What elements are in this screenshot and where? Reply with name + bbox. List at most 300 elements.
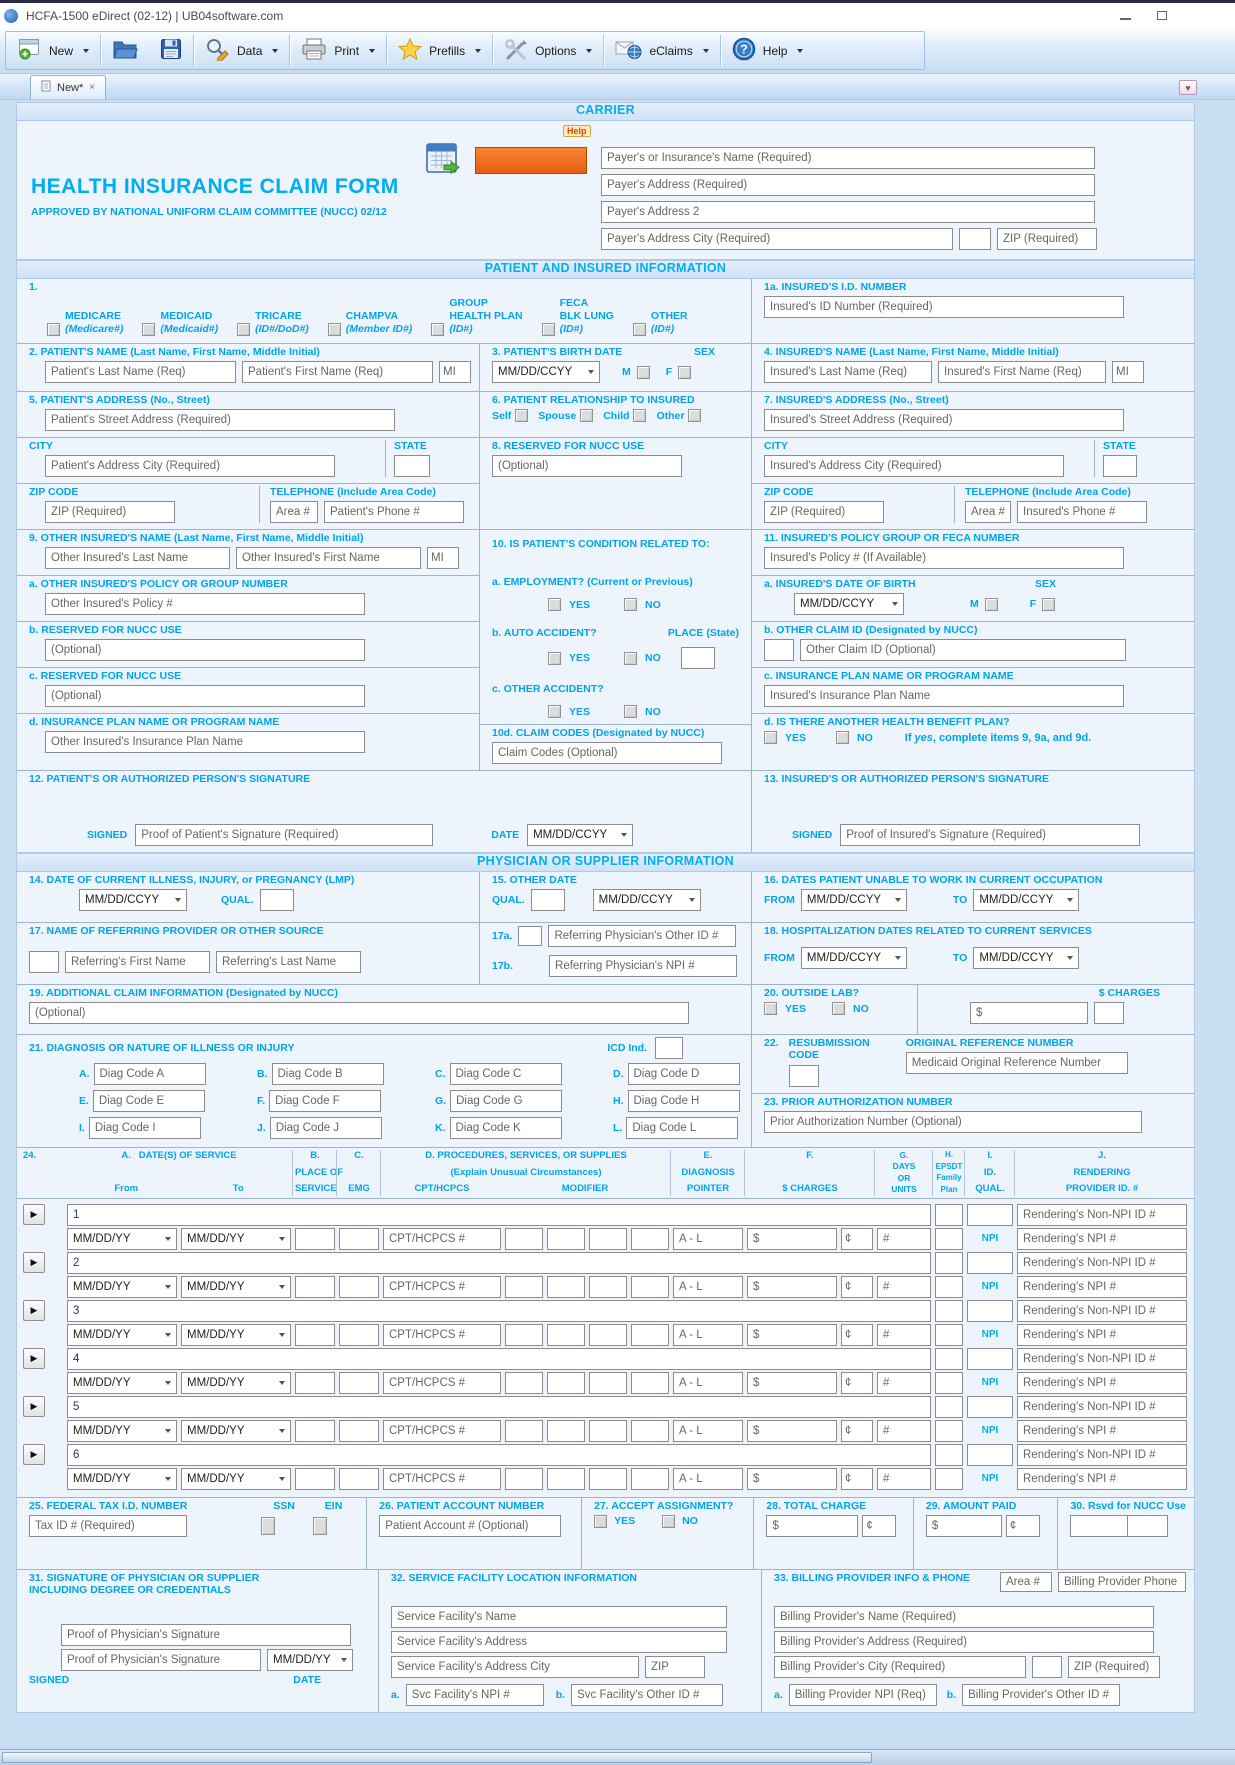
- rendering-npi-input[interactable]: [1017, 1372, 1187, 1394]
- npi-qualifier-label: NPI: [981, 1233, 999, 1245]
- tab-new-claim[interactable]: New* ×: [30, 75, 106, 99]
- epsdt-input[interactable]: [935, 1420, 963, 1442]
- carrier-section-header: CARRIER: [16, 102, 1195, 120]
- employment-yes-checkbox[interactable]: [548, 598, 561, 611]
- box1-option-group-health: GROUP HEALTH PLAN (ID#): [431, 297, 522, 336]
- accident-place-state-input[interactable]: [681, 647, 715, 669]
- insured-zip-input[interactable]: [764, 501, 884, 523]
- rendering-npi-input[interactable]: [1017, 1324, 1187, 1346]
- tab-bar-corner-button[interactable]: ♥: [1179, 80, 1197, 95]
- diag-code-d-input[interactable]: [628, 1063, 740, 1085]
- insured-last-name-input[interactable]: [764, 361, 932, 383]
- patient-zip-input[interactable]: [45, 501, 175, 523]
- service-to-date-select[interactable]: MM/DD/YY: [181, 1228, 291, 1250]
- emg-input[interactable]: [339, 1276, 379, 1298]
- referring-qualifier-input[interactable]: [29, 951, 59, 973]
- modifier-1-input[interactable]: [505, 1468, 543, 1490]
- champva-checkbox[interactable]: [328, 323, 341, 336]
- total-charge-input[interactable]: [766, 1515, 858, 1537]
- modifier-4-input[interactable]: [631, 1228, 669, 1250]
- physician-section-header: PHYSICIAN OR SUPPLIER INFORMATION: [16, 853, 1195, 871]
- line-cents-input[interactable]: [841, 1228, 873, 1250]
- modifier-1-input[interactable]: [505, 1324, 543, 1346]
- payer-address2-input[interactable]: [601, 201, 1095, 223]
- carrier-action-button[interactable]: [475, 147, 587, 174]
- ssn-checkbox[interactable]: [261, 1517, 275, 1535]
- other-plan-checkbox[interactable]: [633, 323, 646, 336]
- diagnosis-pointer-input[interactable]: [673, 1324, 743, 1346]
- eclaims-envelope-icon: [615, 38, 642, 63]
- patient-sex-m-checkbox[interactable]: [637, 366, 650, 379]
- physician-panel: 14. DATE OF CURRENT ILLNESS, INJURY, or PREGNANCY (LMP) MM/DD/CCYY QUAL. 15. OTHER DATE QUAL. MM/DD/CCYY 16. DATES PATIENT UNABLE TO WORK IN CURRENT OCCUPATION FROM MM/DD/CCYY TO MM/DD/CCYY 17. NAME OF REFERRING PROVIDER OR OTHER SOURCE Referring's First Name Referring's Last Name 17a. Referring Physician's Other ID # 17b. Referring Physician's NPI # 18. HOSPITALIZATION DATES RELATED TO CURRENT SERVICES FROM MM/DD/CCYY TO MM/DD/CCYY 19. ADDITIONAL CLAIM INFORMATION (Designated by NUCC) (Optional) 20. OUTSIDE LAB? YES NO $ CHARGES $ 21. DIAGNOSIS OR NATURE OF ILLNESS OR INJURY ICD Ind. A. Diag Code A B. Diag Code B C. Diag Code C D. Diag Code D E. Diag Code E F. Diag Code F G. Diag Code G H. Diag Code H I. Diag Code I J. Diag Code J K. Diag Code K L. Diag Code L 22. RESUBMISSION CODE ORIGINAL REFERENCE NUMBER Medicaid Original Reference Number 23. PRIOR AUTHORIZATION NUMBER Prior Authorization Number (Optional) 24. A. DATE(S) OF SERVICE From To B. PLACE OF SERVICE C. EMG D. PROCEDURES, SERVICES, OR SUPPLIES (Explain Unusual Circumstances) CPT/HCPCS MODIFIER E. DIAGNOSIS POINTER F. $ CHARGES G. DAYS OR UNITS H. EPSDT Family Plan I. ID. QUAL. J. RENDERING PROVIDER ID. # ▶ 1 Rendering's Non-NPI ID # MM/DD/YY MM/DD/YY CPT/HCPCS # A - L $ ¢ # NPI Rendering's NPI # ▶ 2 Rendering's Non-NPI ID # MM/DD/YY MM/DD/YY CPT/HCPCS # A - L $ ¢ # NPI Rendering's NPI # ▶ 3 Rendering's Non-NPI ID # MM/DD/YY MM/DD/YY CPT/HCPCS # A - L $ ¢ # NPI Rendering's NPI # ▶ 4 Rendering's Non-NPI ID # MM/DD/YY MM/DD/YY CPT/HCPCS # A - L $ ¢ # NPI Rendering's NPI # ▶ 5 Rendering's Non-NPI ID # MM/DD/YY MM/DD/YY CPT/HCPCS # A - L $ ¢ # NPI Rendering's NPI # ▶ 6 Rendering's Non-NPI ID # MM/DD/YY MM/DD/YY CPT/HCPCS # A - L $ ¢ # NPI Rendering's NPI # 25. FEDERAL TAX I.D. NUMBER SSN EIN Tax ID # (Required) 26. PATIENT ACCOUNT NUMBER Patient Account # (Optional) 27. ACCEPT ASSIGNMENT? YES NO 28. TOTAL CHARGE $ ¢ 29. AMOUNT PAID $ ¢ 30. Rsvd for NUCC Use 31. SIGNATURE OF PHYSICIAN OR SUPPLIER INCLUDING DEGREE OR CREDENTIALS Proof of Physician's Signature Proof of Physician's Signature MM/DD/YY SIGNED DATE 32. SERVICE FACILITY LOCATION INFORMATION Service Facility's Name Service Facility's Address Service Facility's Address City ZIP a. Svc Facility's NPI # b. Svc Facility's Other ID # 33. BILLING PROVIDER INFO & PHONE Area # Billing Provider Phone # Billing Provider's Name (Required) Billing Provider's Address (Required) Billing Provider's City (Required) ZIP (Required) a. Billing Provider NPI (Req) b. Billing Provider's Other ID #: [16, 871, 1195, 1713]
- insured-state-input[interactable]: [1103, 455, 1137, 477]
- insured-area-code-input[interactable]: [965, 501, 1011, 523]
- box13-label: 13. INSURED'S OR AUTHORIZED PERSON'S SIGNATURE: [764, 773, 1050, 785]
- other-insured-plan-name-input[interactable]: [45, 731, 365, 753]
- icd-indicator-input[interactable]: [655, 1037, 683, 1059]
- box8-reserved-input[interactable]: [492, 455, 682, 477]
- ein-checkbox[interactable]: [313, 1517, 327, 1535]
- line-epsdt-sup-input[interactable]: [935, 1300, 963, 1322]
- line-cents-input[interactable]: [841, 1372, 873, 1394]
- insured-first-name-input[interactable]: [938, 361, 1106, 383]
- other-insured-last-name-input[interactable]: [45, 547, 230, 569]
- emg-input[interactable]: [339, 1372, 379, 1394]
- cpt-hcpcs-input[interactable]: [383, 1276, 501, 1298]
- maximize-button[interactable]: [1157, 7, 1167, 25]
- modifier-2-input[interactable]: [547, 1276, 585, 1298]
- emg-input[interactable]: [339, 1468, 379, 1490]
- employment-no-checkbox[interactable]: [624, 598, 637, 611]
- patient-last-name-input[interactable]: [45, 361, 236, 383]
- service-from-date-select[interactable]: MM/DD/YY: [67, 1228, 177, 1250]
- service-to-date-select[interactable]: MM/DD/YY: [181, 1420, 291, 1442]
- days-units-input[interactable]: [877, 1324, 931, 1346]
- box11c-label: c. INSURANCE PLAN NAME OR PROGRAM NAME: [764, 670, 1014, 682]
- modifier-2-input[interactable]: [547, 1372, 585, 1394]
- patient-phone-input[interactable]: [324, 501, 464, 523]
- line-id-qual-sup-input[interactable]: [967, 1204, 1013, 1226]
- line-charges-input[interactable]: [747, 1468, 837, 1490]
- current-illness-date-select[interactable]: MM/DD/CCYY: [79, 889, 187, 911]
- claim-codes-input[interactable]: [492, 742, 722, 764]
- rendering-non-npi-input[interactable]: [1017, 1444, 1187, 1466]
- box14-qual-label: QUAL.: [221, 894, 254, 906]
- line-cents-input[interactable]: [841, 1324, 873, 1346]
- modifier-3-input[interactable]: [589, 1324, 627, 1346]
- prefills-button[interactable]: Prefills: [387, 33, 492, 68]
- cpt-hcpcs-input[interactable]: [383, 1468, 501, 1490]
- physician-signature-input-2[interactable]: [61, 1649, 261, 1671]
- insured-phone-input[interactable]: [1017, 501, 1147, 523]
- facility-npi-input[interactable]: [406, 1684, 544, 1706]
- modifier-4-input[interactable]: [631, 1276, 669, 1298]
- other-insured-policy-input[interactable]: [45, 593, 365, 615]
- relationship-child-checkbox[interactable]: [633, 409, 646, 422]
- modifier-4-input[interactable]: [631, 1420, 669, 1442]
- line-epsdt-sup-input[interactable]: [935, 1396, 963, 1418]
- save-icon: [160, 38, 182, 63]
- rendering-non-npi-input[interactable]: [1017, 1396, 1187, 1418]
- line-expand-button[interactable]: ▶: [23, 1396, 45, 1417]
- original-reference-input[interactable]: [906, 1052, 1128, 1074]
- facility-city-input[interactable]: [391, 1656, 639, 1678]
- help-button[interactable]: ? Help: [721, 33, 815, 68]
- patient-mi-input[interactable]: [439, 361, 471, 383]
- modifier-2-input[interactable]: [547, 1420, 585, 1442]
- line-expand-button[interactable]: ▶: [23, 1348, 45, 1369]
- tab-close-icon[interactable]: ×: [89, 81, 96, 93]
- diag-code-g-input[interactable]: [450, 1090, 562, 1112]
- cpt-hcpcs-input[interactable]: [383, 1372, 501, 1394]
- modifier-3-input[interactable]: [589, 1468, 627, 1490]
- other-accident-no-checkbox[interactable]: [624, 705, 637, 718]
- modifier-4-input[interactable]: [631, 1324, 669, 1346]
- physician-signature-input[interactable]: [61, 1624, 351, 1646]
- insured-birth-date-select[interactable]: MM/DD/CCYY: [794, 593, 904, 615]
- service-from-date-select[interactable]: MM/DD/YY: [67, 1324, 177, 1346]
- line-cents-input[interactable]: [841, 1468, 873, 1490]
- other-insured-mi-input[interactable]: [427, 547, 459, 569]
- epsdt-input[interactable]: [935, 1324, 963, 1346]
- emg-input[interactable]: [339, 1420, 379, 1442]
- diagnosis-pointer-input[interactable]: [673, 1468, 743, 1490]
- medicaid-checkbox[interactable]: [142, 323, 155, 336]
- referring-npi-input[interactable]: [549, 955, 737, 977]
- service-to-date-select[interactable]: MM/DD/YY: [181, 1372, 291, 1394]
- place-of-service-input[interactable]: [295, 1276, 335, 1298]
- service-from-date-select[interactable]: MM/DD/YY: [67, 1468, 177, 1490]
- modifier-2-input[interactable]: [547, 1228, 585, 1250]
- referring-last-name-input[interactable]: [216, 951, 361, 973]
- billing-city-input[interactable]: [774, 1656, 1026, 1678]
- accept-assignment-yes-checkbox[interactable]: [594, 1515, 607, 1528]
- emg-input[interactable]: [339, 1324, 379, 1346]
- diag-code-c-input[interactable]: [450, 1063, 562, 1085]
- box30-reserved-input-1[interactable]: [1070, 1515, 1128, 1537]
- line-expand-button[interactable]: ▶: [23, 1204, 45, 1225]
- box9b-label: b. RESERVED FOR NUCC USE: [29, 624, 182, 636]
- insured-sex-f-checkbox[interactable]: [1042, 598, 1055, 611]
- prior-authorization-input[interactable]: [764, 1111, 1142, 1133]
- rendering-non-npi-input[interactable]: [1017, 1204, 1187, 1226]
- amount-paid-cents-input[interactable]: [1006, 1515, 1040, 1537]
- service-from-date-select[interactable]: MM/DD/YY: [67, 1372, 177, 1394]
- days-units-input[interactable]: [877, 1372, 931, 1394]
- relationship-self-checkbox[interactable]: [515, 409, 528, 422]
- service-table-header: 24. A. DATE(S) OF SERVICE From To B. PLACE OF SERVICE C. EMG D. PROCEDURES, SERVICES, OR SUPPLIES (Explain Unusual Circumstances) CPT/HCPCS MODIFIER E. DIAGNOSIS POINTER F. $ CHARGES G. DAYS OR UNITS H. EPSDT Family Plan I. ID. QUAL. J. RENDERING PROVIDER ID. #: [17, 1147, 1194, 1199]
- box15-qual-input[interactable]: [531, 889, 565, 911]
- outside-lab-charges-input[interactable]: [970, 1002, 1088, 1024]
- diag-code-e-input[interactable]: [93, 1090, 205, 1112]
- billing-address-input[interactable]: [774, 1631, 1154, 1653]
- line-charges-input[interactable]: [747, 1228, 837, 1250]
- feca-checkbox[interactable]: [542, 323, 555, 336]
- line-charges-input[interactable]: [747, 1276, 837, 1298]
- billing-name-input[interactable]: [774, 1606, 1154, 1628]
- billing-state-input[interactable]: [1032, 1656, 1062, 1678]
- line-number-input[interactable]: [67, 1252, 931, 1274]
- cpt-hcpcs-input[interactable]: [383, 1324, 501, 1346]
- line-number-input[interactable]: [67, 1300, 931, 1322]
- insured-street-input[interactable]: [764, 409, 1124, 431]
- patient-signature-input[interactable]: [135, 824, 433, 846]
- payer-lookup-button[interactable]: [425, 141, 463, 180]
- cpt-hcpcs-input[interactable]: [383, 1228, 501, 1250]
- scrollbar-thumb[interactable]: [2, 1752, 872, 1763]
- modifier-1-input[interactable]: [505, 1372, 543, 1394]
- save-button[interactable]: [149, 33, 193, 68]
- outside-lab-yes-checkbox[interactable]: [764, 1002, 777, 1015]
- print-dropdown-icon[interactable]: [369, 49, 375, 53]
- box14-qual-input[interactable]: [260, 889, 294, 911]
- other-claim-id-input[interactable]: [800, 639, 1126, 661]
- rendering-npi-input[interactable]: [1017, 1468, 1187, 1490]
- outside-lab-no-checkbox[interactable]: [832, 1002, 845, 1015]
- line-cents-input[interactable]: [841, 1420, 873, 1442]
- relationship-spouse-checkbox[interactable]: [580, 409, 593, 422]
- facility-zip-input[interactable]: [645, 1656, 705, 1678]
- insured-city-input[interactable]: [764, 455, 1064, 477]
- another-plan-yes-checkbox[interactable]: [764, 731, 777, 744]
- horizontal-scrollbar[interactable]: [0, 1749, 1235, 1765]
- eclaims-button[interactable]: eClaims: [604, 33, 719, 68]
- billing-area-code-input[interactable]: [1000, 1572, 1052, 1592]
- referring-first-name-input[interactable]: [65, 951, 210, 973]
- box19-label: 19. ADDITIONAL CLAIM INFORMATION (Designated by NUCC): [29, 987, 338, 999]
- epsdt-input[interactable]: [935, 1468, 963, 1490]
- hospitalization-to-select[interactable]: MM/DD/CCYY: [973, 947, 1079, 969]
- payer-zip-input[interactable]: [997, 228, 1097, 250]
- epsdt-input[interactable]: [935, 1276, 963, 1298]
- service-line-detail-row: [17, 1468, 1194, 1490]
- accept-assignment-no-checkbox[interactable]: [662, 1515, 675, 1528]
- line-id-qual-sup-input[interactable]: [967, 1348, 1013, 1370]
- epsdt-input[interactable]: [935, 1372, 963, 1394]
- resubmission-code-input[interactable]: [789, 1065, 819, 1087]
- new-dropdown-icon[interactable]: [83, 49, 89, 53]
- rendering-non-npi-input[interactable]: [1017, 1252, 1187, 1274]
- service-line-detail-row: [17, 1276, 1194, 1298]
- patient-first-name-input[interactable]: [242, 361, 433, 383]
- line-charges-input[interactable]: [747, 1372, 837, 1394]
- diag-code-h-input[interactable]: [628, 1090, 740, 1112]
- chevron-down-icon: [165, 1381, 171, 1385]
- rendering-non-npi-input[interactable]: [1017, 1300, 1187, 1322]
- modifier-3-input[interactable]: [589, 1228, 627, 1250]
- line-id-qual-sup-input[interactable]: [967, 1300, 1013, 1322]
- place-of-service-input[interactable]: [295, 1228, 335, 1250]
- federal-tax-id-input[interactable]: [29, 1515, 187, 1537]
- patient-street-input[interactable]: [45, 409, 395, 431]
- line-expand-button[interactable]: ▶: [23, 1444, 45, 1465]
- rendering-non-npi-input[interactable]: [1017, 1348, 1187, 1370]
- payer-city-input[interactable]: [601, 228, 953, 250]
- service-to-date-select[interactable]: MM/DD/YY: [181, 1276, 291, 1298]
- service-from-date-select[interactable]: MM/DD/YY: [67, 1420, 177, 1442]
- diag-code-b-input[interactable]: [272, 1063, 384, 1085]
- billing-phone-input[interactable]: [1058, 1572, 1186, 1592]
- billing-zip-input[interactable]: [1068, 1656, 1160, 1678]
- diag-code-j-input[interactable]: [270, 1117, 382, 1139]
- line-epsdt-sup-input[interactable]: [935, 1252, 963, 1274]
- line-number-input[interactable]: [67, 1444, 931, 1466]
- patient-sex-f-checkbox[interactable]: [678, 366, 691, 379]
- other-claim-id-qualifier-input[interactable]: [764, 639, 794, 661]
- modifier-2-input[interactable]: [547, 1324, 585, 1346]
- modifier-1-input[interactable]: [505, 1420, 543, 1442]
- auto-accident-yes-checkbox[interactable]: [548, 652, 561, 665]
- unable-work-to-select[interactable]: MM/DD/CCYY: [973, 889, 1079, 911]
- patient-signature-date-select[interactable]: MM/DD/CCYY: [527, 824, 633, 846]
- modifier-2-input[interactable]: [547, 1468, 585, 1490]
- additional-claim-info-input[interactable]: [29, 1002, 689, 1024]
- amount-paid-input[interactable]: [926, 1515, 1002, 1537]
- line-epsdt-sup-input[interactable]: [935, 1444, 963, 1466]
- box12-signed-label: SIGNED: [87, 829, 128, 841]
- payer-name-input[interactable]: [601, 147, 1095, 169]
- modifier-1-input[interactable]: [505, 1228, 543, 1250]
- line-cents-input[interactable]: [841, 1276, 873, 1298]
- modifier-1-input[interactable]: [505, 1276, 543, 1298]
- minimize-button[interactable]: [1120, 7, 1131, 25]
- options-dropdown-icon[interactable]: [586, 49, 592, 53]
- line-expand-button[interactable]: ▶: [23, 1300, 45, 1321]
- insured-sex-m-checkbox[interactable]: [985, 598, 998, 611]
- outside-lab-cents-input[interactable]: [1094, 1002, 1124, 1024]
- box9c-reserved-input[interactable]: [45, 685, 365, 707]
- print-button[interactable]: Print: [290, 33, 386, 68]
- other-date-select[interactable]: MM/DD/CCYY: [593, 889, 701, 911]
- epsdt-input[interactable]: [935, 1228, 963, 1250]
- prefills-dropdown-icon[interactable]: [475, 49, 481, 53]
- referring-other-id-input[interactable]: [548, 925, 736, 947]
- physician-signature-date-select[interactable]: MM/DD/YY: [267, 1649, 353, 1671]
- diag-code-i-input[interactable]: [89, 1117, 201, 1139]
- days-units-input[interactable]: [877, 1468, 931, 1490]
- patient-state-input[interactable]: [394, 455, 430, 477]
- billing-other-id-input[interactable]: [962, 1684, 1120, 1706]
- npi-qualifier-label: NPI: [981, 1425, 999, 1437]
- total-charge-cents-input[interactable]: [862, 1515, 896, 1537]
- tricare-checkbox[interactable]: [237, 323, 250, 336]
- chevron-down-icon: [621, 833, 627, 837]
- help-dropdown-icon[interactable]: [797, 49, 803, 53]
- line-number-input[interactable]: [67, 1348, 931, 1370]
- open-button[interactable]: [101, 33, 149, 68]
- relationship-other-checkbox[interactable]: [688, 409, 701, 422]
- patient-birth-date-select[interactable]: MM/DD/CCYY: [492, 361, 600, 383]
- box30-reserved-input-2[interactable]: [1128, 1515, 1168, 1537]
- data-button[interactable]: Data: [194, 33, 289, 68]
- diagnosis-pointer-input[interactable]: [673, 1372, 743, 1394]
- days-units-input[interactable]: [877, 1228, 931, 1250]
- place-of-service-input[interactable]: [295, 1468, 335, 1490]
- insured-mi-input[interactable]: [1112, 361, 1144, 383]
- group-health-checkbox[interactable]: [431, 323, 444, 336]
- hospitalization-from-select[interactable]: MM/DD/CCYY: [801, 947, 907, 969]
- medicare-checkbox[interactable]: [47, 323, 60, 336]
- insured-signature-input[interactable]: [840, 824, 1140, 846]
- place-of-service-input[interactable]: [295, 1324, 335, 1346]
- payer-address-input[interactable]: [601, 174, 1095, 196]
- new-button[interactable]: New: [7, 33, 100, 68]
- box9b-reserved-input[interactable]: [45, 639, 365, 661]
- facility-address-input[interactable]: [391, 1631, 727, 1653]
- diagnosis-pointer-input[interactable]: [673, 1276, 743, 1298]
- facility-other-id-input[interactable]: [571, 1684, 723, 1706]
- insured-plan-name-input[interactable]: [764, 685, 1124, 707]
- service-from-date-select[interactable]: MM/DD/YY: [67, 1276, 177, 1298]
- line-id-qual-sup-input[interactable]: [967, 1252, 1013, 1274]
- diag-code-f-input[interactable]: [269, 1090, 381, 1112]
- line-id-qual-sup-input[interactable]: [967, 1444, 1013, 1466]
- patient-area-code-input[interactable]: [270, 501, 318, 523]
- other-insured-first-name-input[interactable]: [236, 547, 421, 569]
- referring-other-id-qualifier-input[interactable]: [518, 926, 542, 946]
- line-number-input[interactable]: [67, 1204, 931, 1226]
- line-epsdt-sup-input[interactable]: [935, 1348, 963, 1370]
- service-to-date-select[interactable]: MM/DD/YY: [181, 1324, 291, 1346]
- another-plan-no-checkbox[interactable]: [836, 731, 849, 744]
- insured-id-input[interactable]: [764, 296, 1124, 318]
- place-of-service-input[interactable]: [295, 1420, 335, 1442]
- rendering-npi-input[interactable]: [1017, 1276, 1187, 1298]
- days-units-input[interactable]: [877, 1276, 931, 1298]
- diag-code-k-input[interactable]: [450, 1117, 562, 1139]
- chevron-down-icon: [689, 898, 695, 902]
- modifier-4-input[interactable]: [631, 1372, 669, 1394]
- diag-code-a-input[interactable]: [94, 1063, 206, 1085]
- data-dropdown-icon[interactable]: [272, 49, 278, 53]
- rendering-npi-input[interactable]: [1017, 1228, 1187, 1250]
- patient-zip-label: ZIP CODE: [29, 486, 79, 498]
- modifier-3-input[interactable]: [589, 1420, 627, 1442]
- line-expand-button[interactable]: ▶: [23, 1252, 45, 1273]
- place-of-service-input[interactable]: [295, 1372, 335, 1394]
- rendering-npi-input[interactable]: [1017, 1420, 1187, 1442]
- diagnosis-pointer-input[interactable]: [673, 1420, 743, 1442]
- emg-input[interactable]: [339, 1228, 379, 1250]
- line-id-qual-sup-input[interactable]: [967, 1396, 1013, 1418]
- modifier-3-input[interactable]: [589, 1276, 627, 1298]
- billing-npi-input[interactable]: [789, 1684, 937, 1706]
- diag-code-l-input[interactable]: [626, 1117, 738, 1139]
- diagnosis-pointer-input[interactable]: [673, 1228, 743, 1250]
- insured-policy-group-input[interactable]: [764, 547, 1124, 569]
- modifier-3-input[interactable]: [589, 1372, 627, 1394]
- npi-qualifier-label: NPI: [981, 1329, 999, 1341]
- eclaims-dropdown-icon[interactable]: [703, 49, 709, 53]
- unable-work-from-select[interactable]: MM/DD/CCYY: [801, 889, 907, 911]
- payer-state-input[interactable]: [959, 228, 991, 250]
- line-epsdt-sup-input[interactable]: [935, 1204, 963, 1226]
- auto-accident-no-checkbox[interactable]: [624, 652, 637, 665]
- options-button[interactable]: Options: [493, 33, 603, 68]
- line-charges-input[interactable]: [747, 1420, 837, 1442]
- patient-account-input[interactable]: [379, 1515, 561, 1537]
- facility-name-input[interactable]: [391, 1606, 727, 1628]
- maximize-icon: [1157, 11, 1167, 20]
- modifier-4-input[interactable]: [631, 1468, 669, 1490]
- line-number-input[interactable]: [67, 1396, 931, 1418]
- other-accident-yes-checkbox[interactable]: [548, 705, 561, 718]
- patient-city-input[interactable]: [45, 455, 335, 477]
- line-charges-input[interactable]: [747, 1324, 837, 1346]
- days-units-input[interactable]: [877, 1420, 931, 1442]
- service-to-date-select[interactable]: MM/DD/YY: [181, 1468, 291, 1490]
- cpt-hcpcs-input[interactable]: [383, 1420, 501, 1442]
